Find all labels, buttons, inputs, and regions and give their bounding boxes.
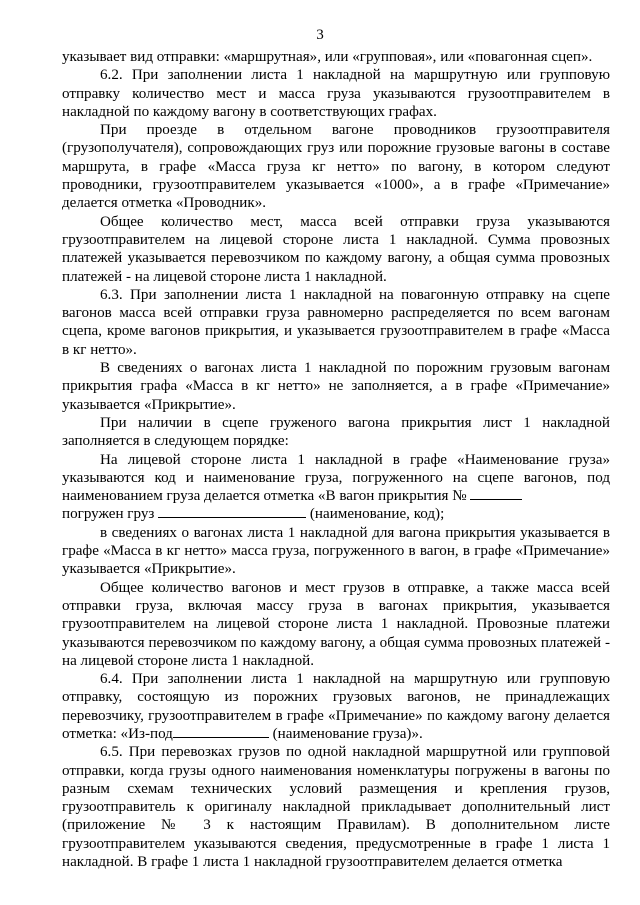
paragraph-6-2: 6.2. При заполнении листа 1 накладной на маршрутную или групповую отправку количество мест и масса груза указываются грузоотправителем в накладной по каждому вагону в соответствующих графах. bbox=[62, 67, 610, 120]
former-cargo-caption: (наименование груза)». bbox=[272, 725, 423, 742]
paragraph-escort: При проезде в отдельном вагоне проводников грузоотправителя (грузополучателя), сопровождающих груз или порожние грузовые вагоны в составе маршрута, в графе «Масса груза кг нетто» по вагону, в котором следуют проводники, грузоотправителем указывается «1000», а в графе «Примечание» делается отметка «Проводник». bbox=[62, 122, 610, 212]
loaded-cargo-label: погружен груз bbox=[62, 506, 155, 523]
paragraph-6-4 bbox=[62, 670, 610, 743]
paragraph-front-side bbox=[62, 451, 610, 506]
former-cargo-blank bbox=[173, 725, 269, 738]
paragraph-loaded-cover-wagon: При наличии в сцепе груженого вагона прикрытия лист 1 накладной заполняется в следующем порядке: bbox=[62, 414, 610, 450]
document-body bbox=[62, 48, 610, 871]
paragraph-6-3: 6.3. При заполнении листа 1 накладной на повагонную отправку на сцепе вагонов масса всей отправки груза равномерно распределяется по всем вагонам сцепа, кроме вагонов прикрытия, и указывается грузоотправителем в графе «Масса в кг нетто». bbox=[62, 286, 610, 358]
wagon-number-blank bbox=[470, 487, 522, 500]
paragraph-6-5: 6.5. При перевозках грузов по одной накладной маршрутной или групповой отправки, когда грузы одного наименования номенклатуры погружены в вагоны по разным схемам технических условий размещения и крепления грузов, грузоотправитель к оригиналу накладной прикладывает дополнительный лист (приложение № 3 к настоящим Правилам). В дополнительном листе грузоотправителем указываются сведения, предусмотренные в графе 1 листа 1 накладной. В графе 1 листа 1 накладной грузоотправителем делается отметка bbox=[62, 744, 610, 871]
paragraph-total-mass: Общее количество мест, масса всей отправки груза указываются грузоотправителем на лицевой стороне листа 1 накладной. Сумма провозных платежей указывается перевозчиком по каждому вагону, а общая сумма провозных платежей - на лицевой стороне листа 1 накладной. bbox=[62, 213, 610, 285]
paragraph-wagon-info: в сведениях о вагонах листа 1 накладной для вагона прикрытия указывается в графе «Масса в кг нетто» масса груза, погруженного в вагон, в графе «Примечание» указывается «Прикрытие». bbox=[62, 524, 610, 578]
paragraph-loaded-cargo-line bbox=[62, 505, 610, 523]
page-number: 3 bbox=[316, 27, 324, 43]
paragraph-total-wagons: Общее количество вагонов и мест грузов в отправке, а также масса всей отправки груза, включая массу груза в вагонах прикрытия, указывается грузоотправителем на лицевой стороне листа 1 накладной. Провозные платежи указываются перевозчиком по каждому вагону, а общая сумма провозных платежей - на лицевой стороне листа 1 накладной. bbox=[62, 579, 610, 669]
paragraph-empty-cover-wagons: В сведениях о вагонах листа 1 накладной по порожним грузовым вагонам прикрытия графа «Масса в кг нетто» не заполняется, а в графе «Примечание» указывается «Прикрытие». bbox=[62, 360, 610, 413]
paragraph-continuation: указывает вид отправки: «маршрутная», или «групповая», или «повагонная сцеп». bbox=[62, 49, 593, 65]
front-side-text: На лицевой стороне листа 1 накладной в графе «Наименование груза» указываются код и наименование груза, погруженного на сцепе вагонов, под наименованием груза делается отметка «В вагон прикрытия № bbox=[62, 451, 610, 505]
paragraph-6-4-text: 6.4. При заполнении листа 1 накладной на маршрутную или групповую отправку, состоящую из порожних грузовых вагонов, не принадлежащих перевозчику, грузоотправителем в графе «Примечание» по каждому вагону делается отметка: «Из-под bbox=[62, 671, 610, 742]
cargo-name-blank bbox=[158, 505, 306, 518]
cargo-name-caption: (наименование, код); bbox=[309, 506, 445, 523]
